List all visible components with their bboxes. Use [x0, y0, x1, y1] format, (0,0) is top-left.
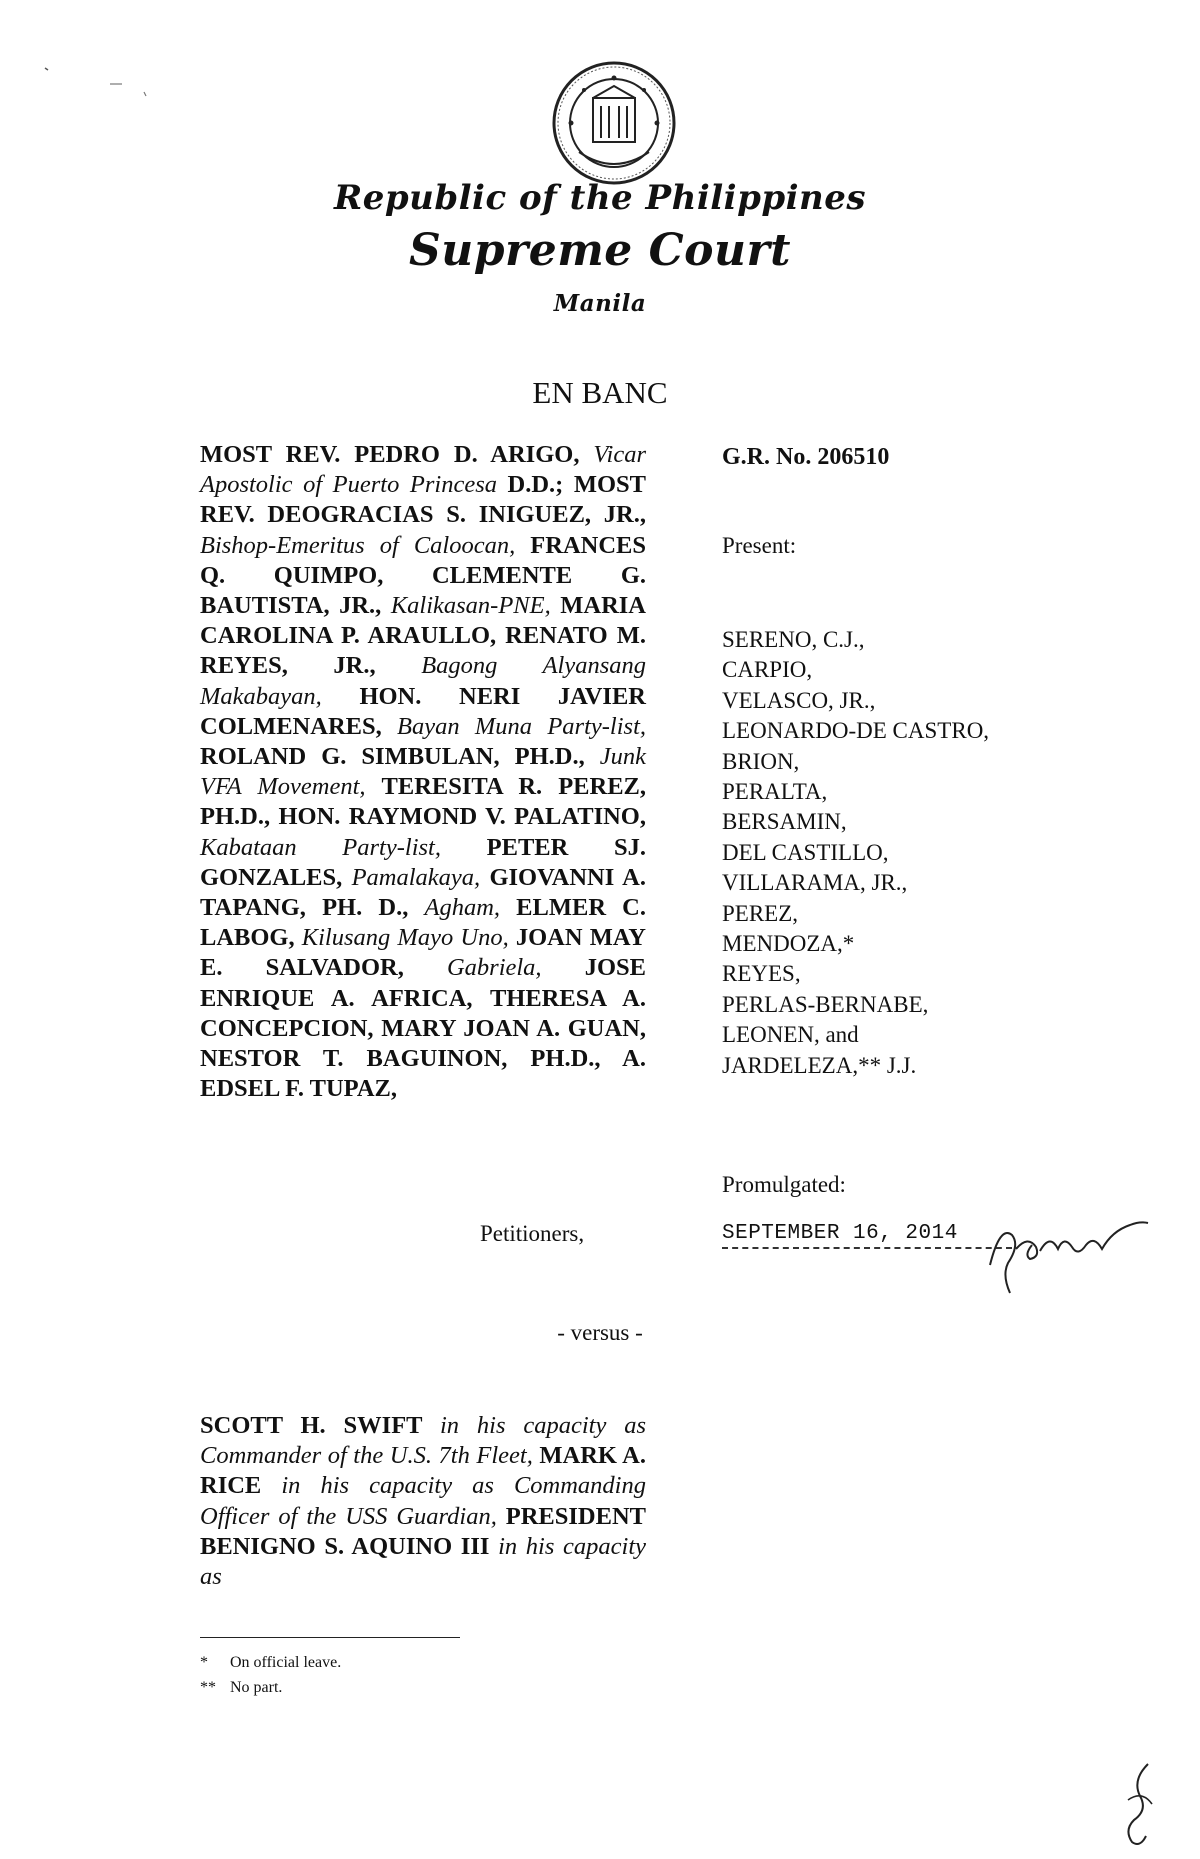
party-affiliation: Kabataan Party-list, — [200, 833, 487, 861]
present-label: Present: — [722, 533, 797, 558]
party-name: HON. NERI JAVIER COLMENARES, — [200, 682, 646, 740]
party-name: FRANCES Q. QUIMPO, CLEMENTE G. BAUTISTA, JR., — [200, 531, 646, 620]
justice-name: JARDELEZA,** J.J. — [722, 1052, 917, 1078]
justice-name: SERENO, C.J., — [722, 627, 865, 652]
justice-name: PERALTA, — [722, 779, 828, 805]
petitioners-label: Petitioners, — [480, 1221, 585, 1246]
party-affiliation: in his capacity as Commander of the U.S. 7th Fleet, — [200, 1412, 646, 1470]
party-affiliation: Pamalakaya, — [351, 863, 490, 891]
respondents-list — [200, 1411, 646, 1592]
footnote-divider — [200, 1637, 460, 1638]
party-affiliation: Bishop-Emeritus of Caloocan, — [200, 531, 531, 559]
party-affiliation: in his capacity as — [200, 1532, 646, 1591]
party-affiliation: Agham, — [424, 894, 517, 922]
justice-name: PERLAS-BERNABE, — [722, 991, 929, 1017]
party-affiliation: in his capacity as Commanding Officer of the USS Guardian, — [200, 1472, 646, 1530]
party-name: JOAN MAY E. SALVADOR, — [200, 924, 646, 982]
party-name: MOST REV. PEDRO D. ARIGO, — [200, 441, 594, 468]
versus-label: - versus - — [557, 1320, 643, 1345]
justice-name: CARPIO, — [722, 657, 813, 683]
party-affiliation: Vicar Apostolic of Puerto Princesa — [200, 441, 646, 499]
party-affiliation: Bayan Muna Party-list, — [397, 712, 646, 740]
justices-list — [722, 625, 989, 1081]
party-name: MARIA CAROLINA P. ARAULLO, RENATO M. REYES, JR., — [200, 592, 647, 680]
justice-name: BRION, — [722, 748, 800, 774]
footnote-text: No part. — [230, 1679, 283, 1696]
justice-name: DEL CASTILLO, — [722, 839, 889, 865]
signature-mark — [980, 1205, 1160, 1295]
promulgated-label: Promulgated: — [722, 1172, 846, 1197]
justice-name: BERSAMIN, — [722, 809, 847, 835]
party-affiliation: Kalikasan-PNE, — [390, 592, 561, 620]
party-name: ELMER C. LABOG, — [200, 894, 646, 952]
party-affiliation: Bagong Alyansang Makabayan, — [200, 652, 646, 710]
footnote-mark: ** — [200, 1679, 216, 1696]
justice-name: VELASCO, JR., — [722, 687, 876, 713]
justice-name: MENDOZA,* — [722, 931, 855, 957]
division-heading: EN BANC — [532, 375, 668, 410]
justice-name: VILLARAMA, JR., — [722, 870, 908, 896]
justice-name: LEONEN, and — [722, 1022, 859, 1048]
petitioners-list — [200, 440, 646, 1104]
party-name: MARK A. RICE — [200, 1442, 646, 1500]
party-name: JOSE ENRIQUE A. AFRICA, THERESA A. CONCEPCION, MARY JOAN A. GUAN, NESTOR T. BAGUINON, PH.D., A. EDSEL F. TUPAZ, — [200, 954, 646, 1103]
party-affiliation: Gabriela, — [446, 954, 585, 982]
party-name: PRESIDENT BENIGNO S. AQUINO III — [200, 1502, 646, 1560]
footnote — [200, 1654, 341, 1672]
footnote-mark: * — [200, 1654, 208, 1671]
party-affiliation: Kilusang Mayo Uno, — [301, 924, 516, 952]
republic-heading: Republic of the Philippines — [333, 178, 867, 218]
party-name: PETER SJ. GONZALES, — [200, 833, 647, 891]
scan-speck — [40, 62, 160, 112]
party-name: ROLAND G. SIMBULAN, PH.D., — [200, 743, 600, 771]
promulgated-date: SEPTEMBER 16, 2014 — [722, 1222, 1012, 1249]
case-number: G.R. No. 206510 — [722, 444, 890, 470]
court-heading: Supreme Court — [409, 225, 791, 276]
party-name: D.D.; MOST REV. DEOGRACIAS S. INIGUEZ, JR., — [200, 471, 646, 529]
justice-name: PEREZ, — [722, 900, 799, 926]
justice-name: REYES, — [722, 961, 801, 987]
initials-mark — [1118, 1760, 1158, 1850]
party-affiliation: Junk VFA Movement, — [200, 743, 646, 801]
supreme-court-seal-icon — [549, 58, 679, 188]
justice-name: LEONARDO-DE CASTRO, — [722, 718, 990, 744]
party-name: TERESITA R. PEREZ, PH.D., HON. RAYMOND V. PALATINO, — [200, 773, 646, 831]
footnote — [200, 1679, 282, 1697]
footnote-text: On official leave. — [230, 1654, 342, 1671]
party-name: SCOTT H. SWIFT — [200, 1412, 440, 1439]
party-name: GIOVANNI A. TAPANG, PH. D., — [200, 863, 647, 922]
city-heading: Manila — [553, 290, 647, 317]
